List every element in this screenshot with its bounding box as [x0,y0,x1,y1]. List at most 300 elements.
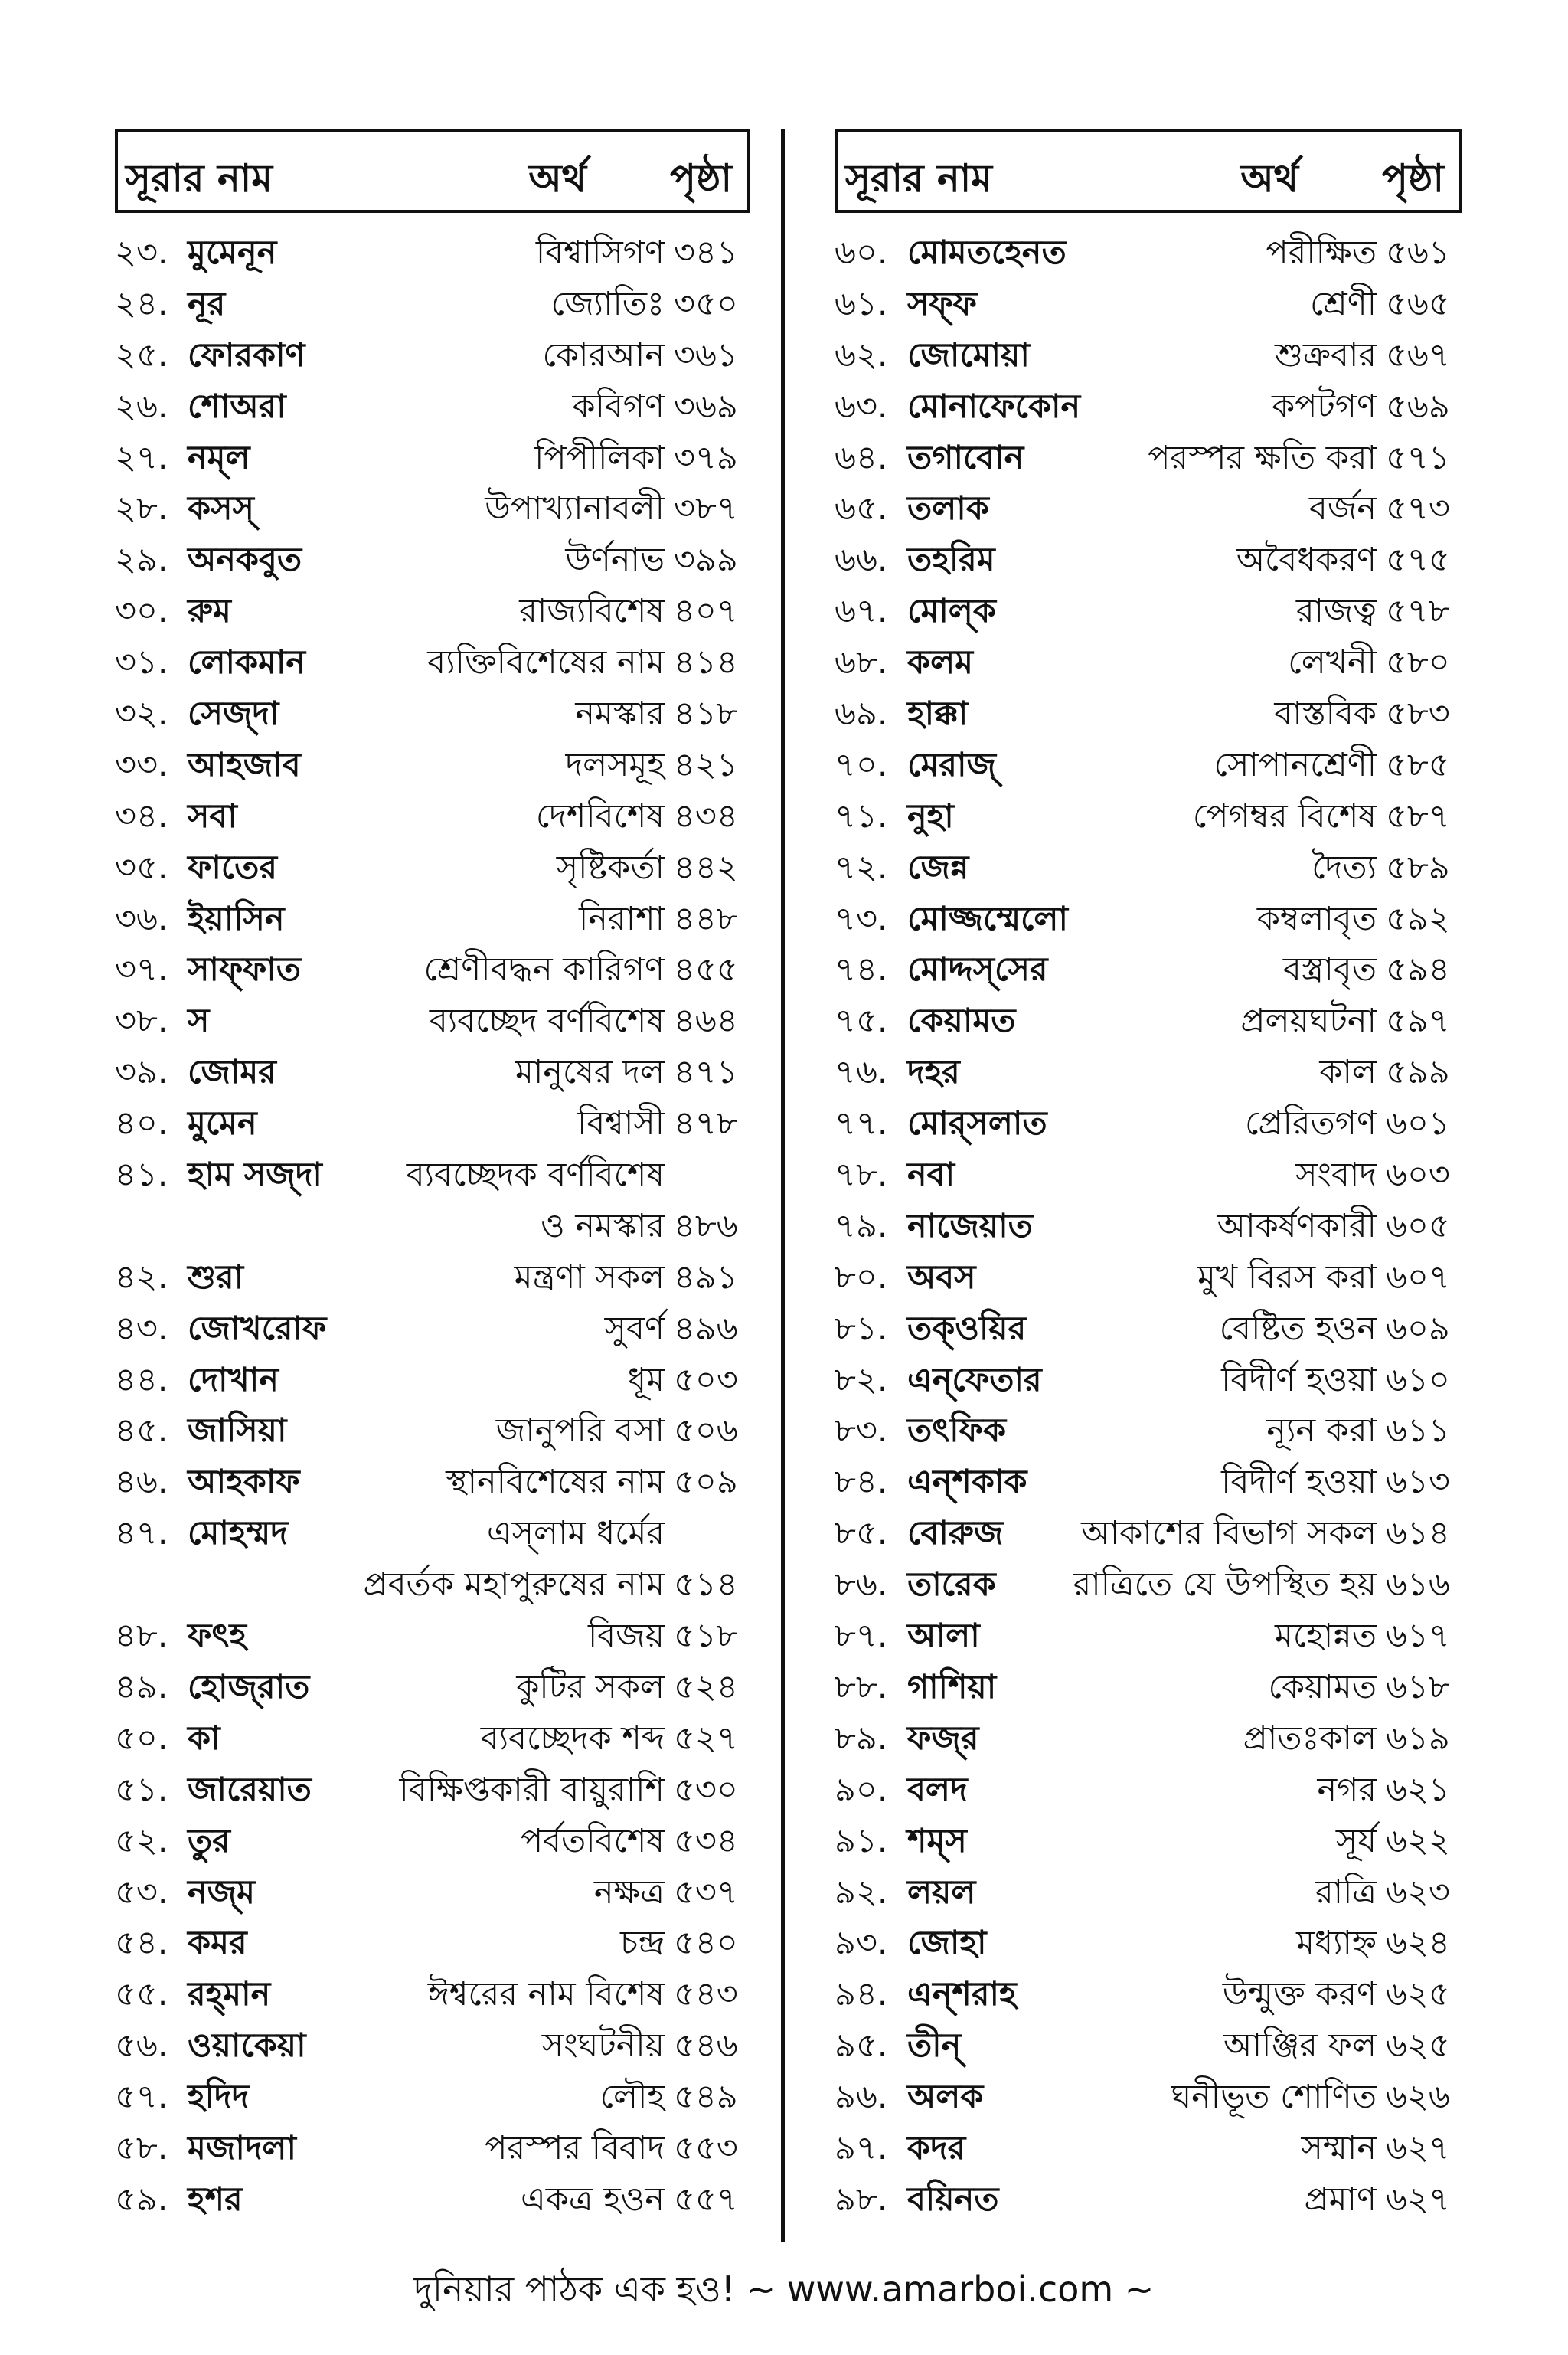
surah-number: ৪৭. [115,1514,168,1553]
surah-meaning: নক্ষত্র [593,1873,665,1912]
surah-meaning: চন্দ্র [620,1924,665,1963]
surah-number: ৮৫. [835,1514,888,1553]
table-row [835,2013,1462,2065]
page-number: ৫৫৭ [674,2180,738,2219]
surah-name: জেন্ন [907,848,969,887]
surah-meaning: উর্ণনাভ [565,541,665,580]
table-row [835,1604,1462,1655]
surah-number: ৪৫. [115,1411,168,1451]
surah-name: ওয়াকেয়া [188,2026,306,2066]
surah-meaning: কবিগণ [572,387,665,426]
page-number: ৫৪৩ [674,1975,738,2014]
page-number: ৬১৩ [1386,1463,1450,1502]
surah-name: রহ্‌মান [188,1975,271,2014]
surah-meaning: উন্মুক্ত করণ [1222,1975,1377,2014]
surah-number: ৯০. [835,1770,888,1809]
table-row [115,1091,750,1143]
surah-number: ২৫. [115,335,168,375]
table-row [115,528,750,579]
surah-name: তগাবোন [907,438,1024,477]
page-number: ৪৭১ [674,1053,738,1092]
surah-name: দোখান [188,1360,279,1399]
surah-name: শুরা [188,1258,244,1297]
table-row [835,630,1462,682]
surah-number: ৬৯. [835,695,888,734]
surah-meaning: পরীক্ষিত [1266,234,1377,272]
surah-number: ৭০. [835,745,888,784]
surah-name: নজ্‌ম [188,1873,256,1912]
surah-meaning: স্থানবিশেষের নাম [446,1463,665,1502]
surah-number: ২৩. [115,234,168,272]
table-row [835,2065,1462,2116]
page-number: ৪৩৪ [674,796,738,836]
surah-meaning: লেখনী [1288,643,1377,682]
surah-name: সবা [188,796,237,836]
surah-meaning: শুক্রবার [1274,335,1377,375]
page-number: ৫৬৫ [1386,284,1450,323]
surah-number: ৩৭. [115,950,168,989]
page-number: ৫০৯ [674,1463,738,1502]
surah-name: সেজ্‌দা [188,695,279,734]
surah-number: ৮৪. [835,1463,888,1502]
surah-meaning: মহোন্নত [1274,1617,1377,1656]
surah-name: কমর [188,1924,247,1963]
page-number: ৪৪৮ [674,899,738,938]
surah-number: ৯২. [835,1873,888,1912]
table-row [835,1809,1462,1860]
surah-number: ২৮. [115,489,168,528]
surah-meaning: সংঘটনীয় [541,2026,665,2066]
page-number: ৫৯৭ [1386,1002,1450,1041]
surah-name: আলা [907,1617,980,1656]
table-row [115,1758,750,1809]
table-row [115,1962,750,2013]
page-number: ৩৫০ [674,284,738,323]
surah-name: তীন্‌ [907,2026,962,2066]
table-row [835,733,1462,784]
table-row [835,476,1462,528]
surah-meaning: বিদীর্ণ হওয়া [1221,1360,1377,1399]
surah-meaning: বিজয় [587,1617,665,1656]
page-number: ৪৪২ [674,848,738,887]
page-number: ৬২৭ [1386,2128,1450,2167]
surah-name: জাসিয়া [188,1411,287,1451]
surah-name: সফ্‌ফ [907,284,977,323]
surah-meaning: শ্রেণী [1309,284,1377,323]
page-number: ৬১৬ [1386,1565,1450,1604]
surah-name: ফোরকাণ [188,335,305,375]
table-row [115,221,750,272]
page-number: ৫৮৯ [1386,848,1450,887]
surah-number: ৪৩. [115,1309,168,1348]
surah-meaning: ঈশ্বরের নাম বিশেষ [427,1975,665,2014]
surah-name: বলদ [907,1770,968,1809]
surah-meaning: মানুষের দল [515,1053,665,1092]
surah-meaning: একত্র হওন [521,2180,665,2219]
surah-meaning: কম্বলাবৃত [1256,899,1377,938]
table-row [115,476,750,528]
surah-number: ৮১. [835,1309,888,1348]
surah-name: তহরিম [907,541,995,580]
page-number: ৬০৩ [1386,1156,1450,1195]
surah-number: ৮২. [835,1360,888,1399]
surah-number: ৫৯. [115,2180,168,2219]
surah-name: জোমর [188,1053,276,1092]
surah-number: ৫৭. [115,2078,168,2117]
table-row [115,682,750,733]
table-row [835,426,1462,477]
surah-name: জোমোয়া [907,335,1030,375]
page-number: ৬১৯ [1386,1719,1450,1758]
surah-name: এন্‌ফেতার [907,1360,1042,1399]
page-number: ৫৮০ [1386,643,1450,682]
page-number: ৬১৮ [1386,1667,1450,1706]
page-number: ৬১৪ [1386,1514,1450,1553]
surah-meaning: দৈত্য [1312,848,1377,887]
surah-number: ৯৭. [835,2128,888,2167]
surah-name: ফাতের [188,848,278,887]
table-row [835,1297,1462,1348]
surah-name: মজাদলা [188,2128,296,2167]
surah-name: নূর [188,284,226,323]
table-row [115,937,750,989]
page-number: ৬২৪ [1386,1924,1450,1963]
surah-name: শম্‌স [907,1821,967,1860]
page-number: ৪৬৪ [674,1002,738,1041]
surah-meaning: দেশবিশেষ [535,796,665,836]
surah-meaning: রাত্রি [1315,1873,1377,1912]
page-number: ৫৬৯ [1386,387,1450,426]
surah-meaning: সম্মান [1301,2128,1377,2167]
page-footer: দুনিয়ার পাঠক এক হও! ~ www.amarboi.com ~ [413,2268,1155,2310]
table-row [115,1655,750,1706]
surah-name: মোদ্দস্‌সের [907,950,1048,989]
surah-meaning: পেগম্বর বিশেষ [1192,796,1377,836]
surah-number: ৫৫. [115,1975,168,2014]
surah-name: রুম [188,592,231,631]
table-row [115,836,750,887]
page-number: ৫৫৩ [674,2128,738,2167]
surah-meaning: কোরআন [542,335,665,375]
surah-name: হাম সজ্‌দা [188,1156,322,1195]
surah-name: জোহা [907,1924,987,1963]
table-row [835,1245,1462,1297]
page-number: ৪৫৫ [674,950,738,989]
table-row [115,1348,750,1399]
surah-name: হদিদ [188,2078,250,2117]
page-number: ৬২৭ [1386,2180,1450,2219]
page-number: ৩৪১ [674,234,738,272]
page-number: ৪৭৮ [674,1104,738,1143]
surah-meaning: কপটগণ [1272,387,1377,426]
table-row [115,989,750,1040]
page-number: ৩৮৭ [674,489,738,528]
table-row [115,375,750,426]
surah-name: এন্‌শকাক [907,1463,1027,1502]
surah-meaning: ব্যবচ্ছেদ বর্ণবিশেষ [429,1002,665,1041]
surah-meaning: মন্ত্রণা সকল [514,1258,665,1297]
surah-name: সাফ্‌ফাত [188,950,302,989]
surah-meaning: অবৈধকরণ [1236,541,1377,580]
surah-number: ৯৩. [835,1924,888,1963]
table-row [115,1245,750,1297]
table-row [835,937,1462,989]
surah-number: ৫০. [115,1719,168,1758]
surah-number: ৬০. [835,234,888,272]
surah-number: ৮৬. [835,1565,888,1604]
table-row [115,1040,750,1091]
surah-meaning: বিদীর্ণ হওয়া [1221,1463,1377,1502]
surah-name: কলম [907,643,974,682]
surah-number: ৩৮. [115,1002,168,1041]
table-row [835,375,1462,426]
surah-name: নবা [907,1156,956,1195]
table-row [115,579,750,630]
header-page-label: পৃষ্ঠা [669,156,732,201]
surah-number: ৬২. [835,335,888,375]
surah-meaning: ব্যবচ্ছেদক বর্ণবিশেষ [406,1156,665,1195]
surah-meaning: বস্ত্রাবৃত [1282,950,1377,989]
table-row [835,1860,1462,1912]
surah-meaning: বর্জন [1308,489,1377,528]
surah-name: তলাক [907,489,989,528]
table-row [115,426,750,477]
surah-meaning: কেয়ামত [1268,1667,1377,1706]
surah-meaning: প্রবর্তক মহাপুরুষের নাম [363,1565,665,1604]
surah-number: ৬৬. [835,541,888,580]
surah-meaning: প্রমাণ [1304,2180,1377,2219]
surah-name: আহজাব [188,745,301,784]
table-row [835,1962,1462,2013]
surah-number: ২৪. [115,284,168,323]
surah-meaning: দলসমূহ [565,745,665,784]
surah-number: ৫১. [115,1770,168,1809]
table-row [835,2116,1462,2167]
page-number: ৫৪০ [674,1924,738,1963]
table-row [835,784,1462,836]
page-number: ৬২৬ [1386,2078,1450,2117]
surah-meaning: পিপীলিকা [534,438,665,477]
surah-number: ৯১. [835,1821,888,1860]
table-row [835,1040,1462,1091]
surah-number: ৫৬. [115,2026,168,2066]
page-number: ৬০১ [1386,1104,1450,1143]
surah-name: মোহম্মদ [188,1514,288,1553]
surah-meaning: শ্রেণীবদ্ধন কারিগণ [423,950,665,989]
page-number: ৩৭৯ [674,438,738,477]
table-row [115,1297,750,1348]
table-row [835,1911,1462,1962]
surah-number: ৪৬. [115,1463,168,1502]
table-row [835,1348,1462,1399]
table-row [115,1143,750,1194]
table-row [115,1860,750,1912]
surah-number: ৩২. [115,695,168,734]
surah-meaning: ব্যবচ্ছেদক শব্দ [480,1719,665,1758]
table-row [835,682,1462,733]
surah-number: ৮৮. [835,1667,888,1706]
surah-number: ৩৯. [115,1053,168,1092]
page-number: ৬০৭ [1386,1258,1450,1297]
page-number: ৫৪৬ [674,2026,738,2066]
surah-name: হশর [188,2180,243,2219]
page-number: ৪১৮ [674,695,738,734]
surah-number: ৯৫. [835,2026,888,2066]
page-number: ৪১৪ [674,643,738,682]
left-column [115,129,750,2219]
table-row [115,2013,750,2065]
page-number: ৪২১ [674,745,738,784]
surah-name: মোজ্জম্মেলো [907,899,1068,938]
surah-number: ৭৭. [835,1104,888,1143]
surah-number: ৩১. [115,643,168,682]
surah-number: ৮৩. [835,1411,888,1451]
page-number: ৫২৭ [674,1719,738,1758]
surah-name: আহকাফ [188,1463,300,1502]
surah-meaning: আকর্ষণকারী [1217,1206,1377,1245]
column-divider [781,129,785,2242]
table-row [115,1604,750,1655]
page-number: ৫৮৭ [1386,796,1450,836]
surah-number: ৭৩. [835,899,888,938]
table-row [835,2167,1462,2219]
surah-name: মোল্‌ক [907,592,996,631]
table-row [835,1143,1462,1194]
surah-number: ২৭. [115,438,168,477]
page-number: ৫৮৫ [1386,745,1450,784]
table-row [835,221,1462,272]
surah-list-left [115,221,750,2219]
surah-name: হাক্কা [907,695,969,734]
page-number: ৬১৭ [1386,1617,1450,1656]
page-number: ৫৪৯ [674,2078,738,2117]
surah-meaning: কাল [1319,1053,1377,1092]
surah-name: কসস্‌ [188,489,254,528]
table-row [115,272,750,323]
surah-name: মোমতহেনত [907,234,1067,272]
page-number: ৬২১ [1386,1770,1450,1809]
surah-meaning: প্রাতঃকাল [1243,1719,1377,1758]
page-number: ৬২৩ [1386,1873,1450,1912]
header-meaning-label: অর্থ [1240,156,1298,201]
table-row [835,1501,1462,1552]
surah-meaning: সুবর্ণ [604,1309,665,1348]
table-row [835,887,1462,938]
page-number: ৫৭৮ [1386,592,1450,631]
table-row [115,1706,750,1758]
surah-name: কেয়ামত [907,1002,1016,1041]
surah-number: ৮০. [835,1258,888,1297]
page-number: ৬২৫ [1386,1975,1450,2014]
surah-number: ৮৯. [835,1719,888,1758]
header-name-label: সূরার নাম [845,156,993,201]
page-number: ৫১৮ [674,1617,738,1656]
page-number: ৪৮৬ [674,1206,738,1245]
surah-name: অনকবুত [188,541,302,580]
surah-meaning: সোপানশ্রেণী [1214,745,1377,784]
page-number: ৫৮৩ [1386,695,1450,734]
right-column [835,129,1462,2219]
table-row [115,1194,750,1245]
surah-meaning: ন্যূন করা [1266,1411,1377,1451]
page-number: ৫৭১ [1386,438,1450,477]
surah-meaning: পরস্পর ক্ষতি করা [1148,438,1377,477]
surah-meaning: সৃষ্টিকর্তা [556,848,665,887]
surah-meaning: রাত্রিতে যে উপস্থিত হয় [1073,1565,1377,1604]
surah-meaning: মুখ বিরস করা [1197,1258,1377,1297]
page-number: ৬১০ [1386,1360,1450,1399]
surah-name: বয়িনত [907,2180,999,2219]
surah-number: ২৯. [115,541,168,580]
surah-number: ৫৩. [115,1873,168,1912]
surah-name: ফজ্‌র [907,1719,979,1758]
surah-number: ৪২. [115,1258,168,1297]
surah-number: ৪৮. [115,1617,168,1656]
surah-meaning: জানুপরি বসা [495,1411,665,1451]
header-page-label: পৃষ্ঠা [1381,156,1444,201]
surah-number: ৮৭. [835,1617,888,1656]
surah-meaning: প্রলয়ঘটনা [1240,1002,1377,1041]
surah-name: মেরাজ্‌ [907,745,996,784]
surah-number: ৬৮. [835,643,888,682]
table-header-left [115,129,750,213]
page-number: ৫৩৪ [674,1821,738,1860]
surah-meaning: রাজত্ব [1295,592,1377,631]
surah-number: ৬৫. [835,489,888,528]
surah-number: ৩৩. [115,745,168,784]
surah-name: বোরুজ [907,1514,1004,1553]
surah-name: লয়ল [907,1873,976,1912]
surah-number: ৭৫. [835,1002,888,1041]
table-row [115,887,750,938]
page-number: ৬০৫ [1386,1206,1450,1245]
table-row [115,1552,750,1604]
surah-meaning: নমস্কার [575,695,665,734]
table-row [835,528,1462,579]
surah-name: তক্‌ওয়ির [907,1309,1027,1348]
table-row [835,989,1462,1040]
surah-meaning: লৌহ [599,2078,665,2117]
table-row [115,1450,750,1501]
surah-name: নম্‌ল [188,438,250,477]
surah-name: জারেয়াত [188,1770,312,1809]
surah-number: ৬৭. [835,592,888,631]
surah-meaning: নিরাশা [578,899,665,938]
surah-number: ৯৬. [835,2078,888,2117]
page-number: ৬২২ [1386,1821,1450,1860]
table-row [835,1450,1462,1501]
table-row [115,733,750,784]
surah-name: এন্‌শরাহ [907,1975,1017,2014]
surah-name: ফৎহ [188,1617,247,1656]
surah-name: নুহা [907,796,954,836]
surah-number: ৬৩. [835,387,888,426]
surah-name: মুমেন [188,1104,257,1143]
surah-name: তৎফিক [907,1411,1007,1451]
page-number: ৬০৯ [1386,1309,1450,1348]
surah-meaning: সংবাদ [1295,1156,1377,1195]
surah-name: লোকমান [188,643,306,682]
page-number: ৫০৬ [674,1411,738,1451]
surah-number: ৩৬. [115,899,168,938]
surah-meaning: ও নমস্কার [541,1206,665,1245]
surah-number: ৭৯. [835,1206,888,1245]
table-row [115,784,750,836]
surah-meaning: পর্বতবিশেষ [520,1821,665,1860]
page-number: ৪০৭ [674,592,738,631]
table-row [835,836,1462,887]
page-number: ৫১৪ [674,1565,738,1604]
